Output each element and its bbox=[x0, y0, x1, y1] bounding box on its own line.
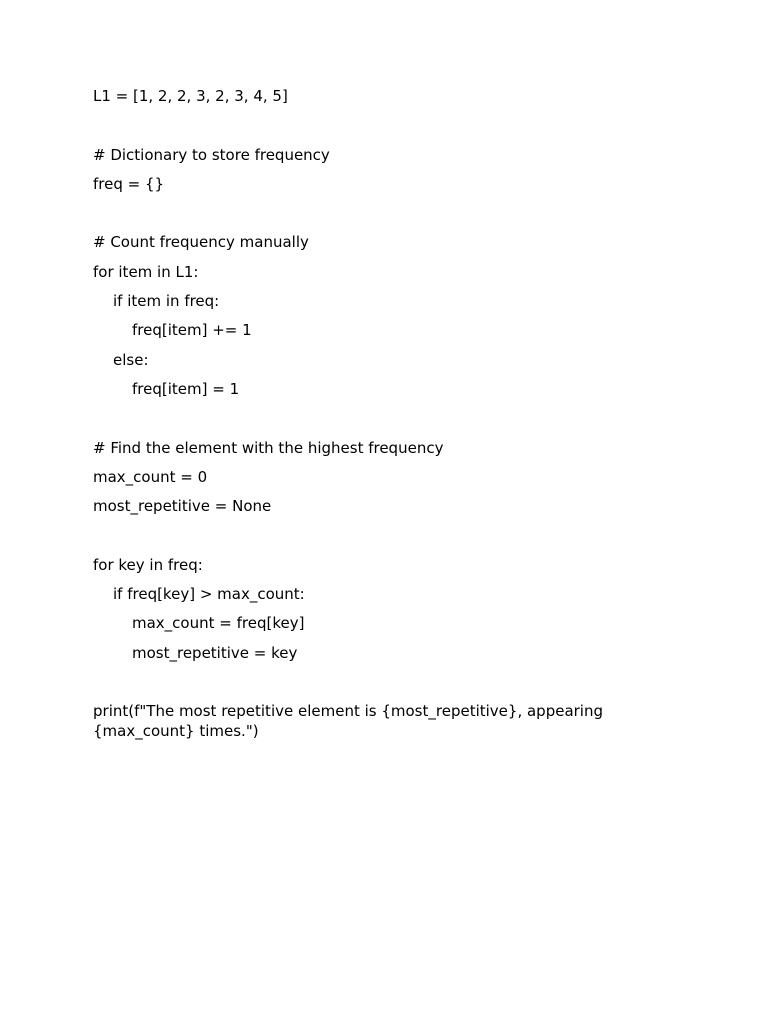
code-line: most_repetitive = key bbox=[132, 643, 298, 662]
code-line: L1 = [1, 2, 2, 3, 2, 3, 4, 5] bbox=[93, 87, 288, 105]
comment-line: # Count frequency manually bbox=[93, 233, 309, 252]
blank-line bbox=[93, 672, 653, 692]
comment-line: # Find the element with the highest frequency bbox=[93, 438, 444, 457]
code-block bbox=[93, 86, 653, 741]
code-line: if item in freq: bbox=[113, 292, 220, 311]
blank-line bbox=[93, 203, 653, 223]
code-line: max_count = 0 bbox=[93, 467, 208, 486]
blank-line bbox=[93, 115, 653, 135]
blank-line bbox=[93, 408, 653, 428]
code-line: else: bbox=[113, 350, 149, 369]
code-line: if freq[key] > max_count: bbox=[113, 585, 305, 604]
code-line: freq[item] = 1 bbox=[132, 379, 240, 398]
code-line: max_count = freq[key] bbox=[132, 614, 305, 633]
code-line: most_repetitive = None bbox=[93, 497, 272, 516]
comment-line: # Dictionary to store frequency bbox=[93, 145, 330, 164]
print-line: print(f"The most repetitive element is {most_repetitive}, appearing {max_count} times.") bbox=[93, 702, 603, 741]
code-line: freq = {} bbox=[93, 174, 165, 193]
code-line: for key in freq: bbox=[93, 555, 203, 574]
blank-line bbox=[93, 525, 653, 545]
code-line: for item in L1: bbox=[93, 262, 199, 281]
code-line: freq[item] += 1 bbox=[132, 321, 252, 340]
